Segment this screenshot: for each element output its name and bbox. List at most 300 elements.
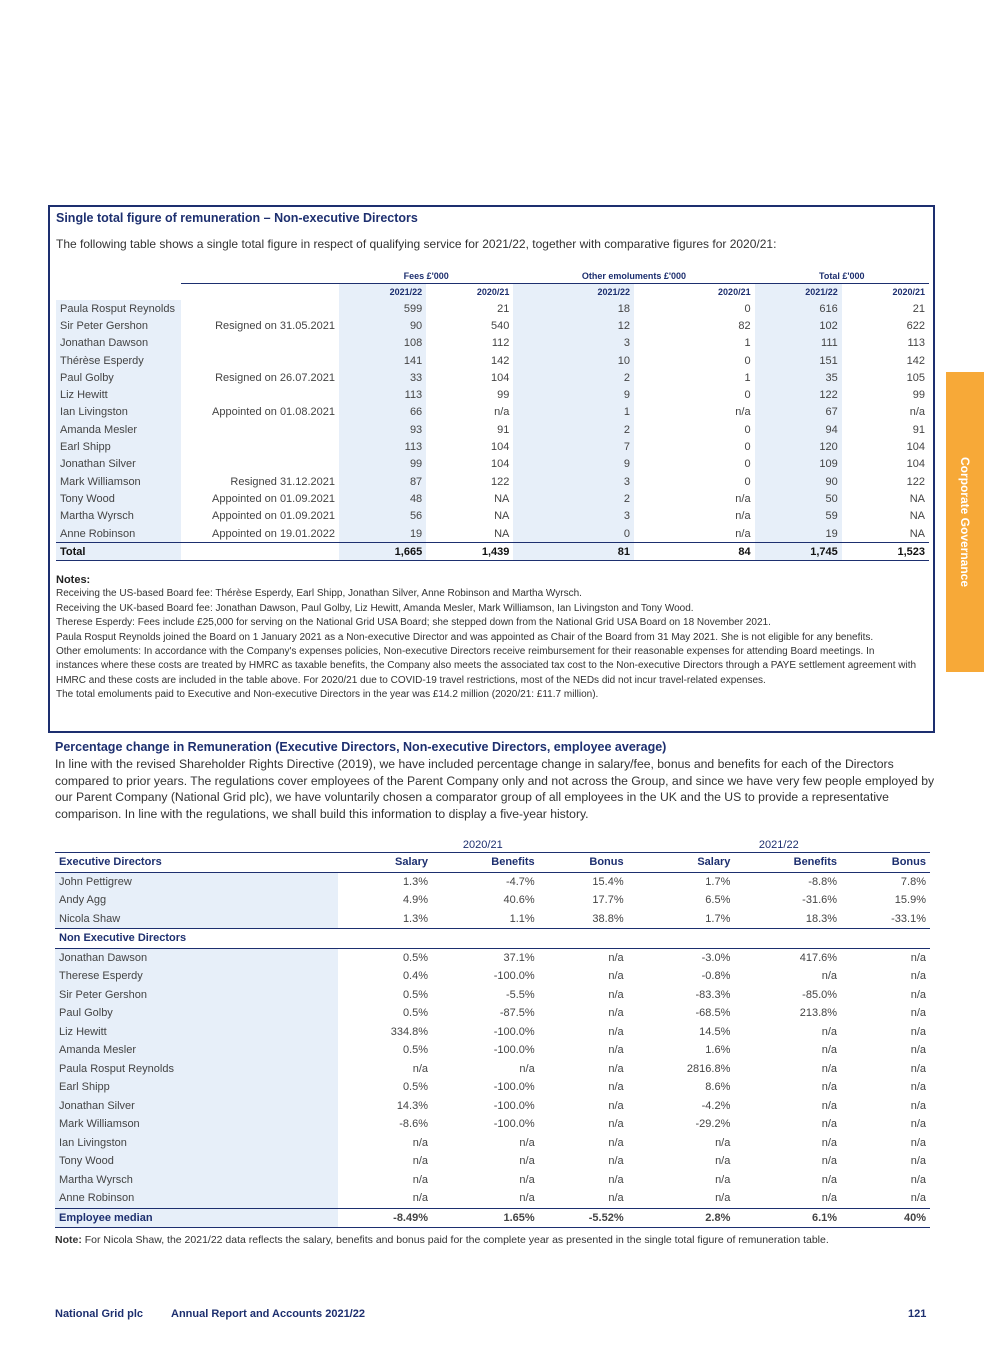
page-number: 121 [908,1308,927,1320]
pct-value: n/a [608,988,624,1001]
cell-value: 94 [755,421,842,438]
service-note: Appointed on 01.08.2021 [212,406,335,419]
pct-value: n/a [608,1099,624,1112]
pct-value: 0.5% [402,951,429,964]
pct-value: 14.5% [699,1025,731,1038]
note-line: Therese Esperdy: Fees include £25,000 for serving on the National Grid USA Board; she stepped down from the National Grid USA Board on 18 November 2021. [56,617,771,629]
pct-value: 1.3% [402,875,429,888]
service-note: Resigned on 31.05.2021 [215,319,335,332]
cell-value: 21 [497,302,510,315]
service-note [181,352,339,369]
cell-value: 7 [513,438,634,455]
pct-value: n/a [910,1081,926,1094]
director-name: Martha Wyrsch [55,1171,338,1190]
employee-median-row [55,1208,930,1228]
cell-value: 540 [491,319,510,332]
director-name: Paul Golby [55,1004,338,1023]
service-note: Appointed on 01.09.2021 [212,492,335,505]
pct-value: n/a [608,1007,624,1020]
cell-value: n/a [909,406,925,419]
year-header: 2020/21 [426,284,513,301]
pct-value: 0.5% [402,1081,429,1094]
director-name: Earl Shipp [56,438,181,455]
cell-value: 102 [755,317,842,334]
cell-value: NA [909,527,925,540]
note-line: Paula Rosput Reynolds joined the Board on 1 January 2021 as a Non-executive Director and was appointed as Chair of the Board from 31 May 2021. She is not eligible for any benefits. [56,631,874,643]
pct-value: -8.8% [808,875,838,888]
note-label: Note: [55,1234,82,1246]
director-row [56,352,929,369]
cell-value: 67 [755,404,842,421]
cell-value: n/a [735,527,751,540]
pct-value: 4.9% [402,894,429,907]
pct-value: 0.5% [402,1044,429,1057]
pct-value: n/a [910,951,926,964]
employee-value: -8.49% [338,1208,432,1228]
director-name: Earl Shipp [55,1078,338,1097]
cell-value: n/a [494,406,510,419]
ned-header-row [55,929,930,949]
pct-value: -0.8% [701,970,731,983]
cell-value: 12 [513,317,634,334]
note-line: Receiving the US-based Board fee: Thérèse Esperdy, Earl Shipp, Jonathan Silver, Anne Robinson and Martha Wyrsch. [56,588,582,600]
year-header: 2020/21 [842,284,929,301]
pct-value: -8.6% [399,1118,429,1131]
group-header: Total £'000 [819,270,865,281]
director-row [55,1041,930,1060]
cell-value: 108 [339,335,426,352]
pct-value: n/a [910,1099,926,1112]
note-text: For Nicola Shaw, the 2021/22 data reflects the salary, benefits and bonus paid for the complete year as presented in the single total figure of remuneration table. [81,1234,829,1246]
pct-value: n/a [715,1155,731,1168]
cell-value: 622 [906,319,925,332]
pct-value: n/a [821,1118,838,1131]
pct-value: n/a [519,1062,535,1075]
pct-value: n/a [910,1062,926,1075]
cell-value: 91 [912,423,925,436]
employee-value: -5.52% [539,1208,628,1228]
note-line: Other emoluments: In accordance with the Company's expenses policies, Non-executive Directors receive reimbursement for their reasonable expenses for attending Board meetings. In instances where these costs are treated by HMRC as taxable benefits, the Company also meets the associated tax cost to the Non-executive Directors through a PAYE settlement agreement with HMRC and these costs are included in the table above. For 2020/21 due to COVID-19 travel restrictions, most of the NEDs did not incur travel-related expenses. [56,646,917,686]
pct-value: -29.2% [695,1118,731,1131]
cell-value: 9 [513,456,634,473]
director-name: Tony Wood [55,1152,338,1171]
service-note [181,300,339,317]
cell-value: 19 [339,525,426,543]
cell-value: NA [909,510,925,523]
director-row [56,335,929,352]
pct-value: n/a [608,951,624,964]
cell-value: 66 [339,404,426,421]
director-name: Sir Peter Gershon [55,986,338,1005]
cell-value: n/a [735,492,751,505]
cell-value: 10 [513,352,634,369]
cell-value: 616 [755,300,842,317]
director-name: Ian Livingston [55,1134,338,1153]
note-line: Receiving the UK-based Board fee: Jonathan Dawson, Paul Golby, Liz Hewitt, Amanda Mesler, Mark Williamson, Ian Livingston and Tony Wood. [56,602,694,614]
pct-value: n/a [412,1136,429,1149]
cell-value: 599 [339,300,426,317]
director-row [56,473,929,490]
column-header: Salary [338,853,432,873]
director-name: Andy Agg [55,891,338,910]
director-row [56,369,929,386]
pct-value: 8.6% [705,1081,731,1094]
period-header: 2020/21 [462,838,503,851]
period-header-row [55,837,930,853]
cell-value: NA [494,527,510,540]
director-row [55,1171,930,1190]
pct-value: n/a [821,1136,838,1149]
cell-value: 18 [513,300,634,317]
pct-value: n/a [821,1173,838,1186]
director-name: Jonathan Dawson [56,335,181,352]
single-total-intro: The following table shows a single total figure in respect of qualifying service for 2021/22, together with comparative figures for 2020/21: [56,237,777,251]
pct-value: n/a [821,1062,838,1075]
pct-value: -33.1% [891,912,926,925]
pct-change-intro: In line with the revised Shareholder Rights Directive (2019), we have included percentage change in salary/fee, bonus and benefits for each of the Directors compared to prior years. The regulations cover employees of the Parent Company only and not across the Group, and since we have very few people employed by our Parent Company (National Grid plc), we have voluntarily chosen a comparator group of all employees in the UK and the US to provide a representative comparison. In line with the regulations, we shall build this information to display a five-year history. [55,757,935,821]
group-header: Fees £'000 [403,270,449,281]
director-row [55,1023,930,1042]
pct-value: -68.5% [695,1007,731,1020]
cell-value: 113 [339,386,426,403]
cell-value: 105 [906,371,925,384]
director-name: Thérèse Esperdy [56,352,181,369]
group-header: Other emoluments £'000 [581,270,687,281]
cell-value: 120 [755,438,842,455]
exec-heading: Executive Directors [55,853,338,873]
column-header: Bonus [539,853,628,873]
cell-value: 87 [339,473,426,490]
director-name: Mark Williamson [56,473,181,490]
director-row [55,1134,930,1153]
pct-value: -31.6% [802,894,838,907]
cell-value: 0 [513,525,634,543]
cell-value: 104 [491,458,510,471]
pct-value: 14.3% [396,1099,429,1112]
column-header: Bonus [841,853,930,873]
cell-value: 59 [755,508,842,525]
pct-value: 37.1% [503,951,535,964]
cell-value: 122 [906,475,925,488]
cell-value: 113 [339,438,426,455]
pct-value: -100.0% [493,1099,535,1112]
pct-value: n/a [608,1025,624,1038]
pct-value: 38.8% [592,912,624,925]
director-name: Nicola Shaw [55,910,338,929]
director-row [56,300,929,317]
pct-value: n/a [412,1062,429,1075]
director-name: Paula Rosput Reynolds [56,300,181,317]
director-row [55,948,930,967]
cell-value: 0 [744,441,751,454]
cell-value: 90 [755,473,842,490]
pct-value: -4.7% [505,875,535,888]
pct-value: n/a [608,1081,624,1094]
director-row [56,490,929,507]
pct-value: -100.0% [493,1044,535,1057]
director-row [56,525,929,543]
director-row [55,910,930,929]
pct-value: n/a [608,1044,624,1057]
cell-value: 142 [491,354,510,367]
total-row [56,543,929,561]
pct-value: n/a [910,1192,926,1205]
employee-median-label: Employee median [55,1208,338,1228]
director-row [56,317,929,334]
director-row [55,967,930,986]
pct-value: 1.7% [705,875,731,888]
total-value: 1,523 [842,543,929,561]
pct-value: n/a [910,1007,926,1020]
director-name: Paula Rosput Reynolds [55,1060,338,1079]
cell-value: NA [909,492,925,505]
pct-value: 2816.8% [686,1062,731,1075]
pct-value: -3.0% [701,951,731,964]
director-row [55,1060,930,1079]
group-header-row [56,268,929,284]
director-row [56,456,929,473]
pct-value: n/a [910,1136,926,1149]
pct-value: n/a [910,1155,926,1168]
director-row [55,1004,930,1023]
pct-value: -100.0% [493,1025,535,1038]
cell-value: 141 [339,352,426,369]
cell-value: 35 [755,369,842,386]
cell-value: 104 [906,458,925,471]
pct-value: 334.8% [390,1025,429,1038]
director-name: Paul Golby [56,369,181,386]
employee-value: 2.8% [628,1208,735,1228]
director-row [55,872,930,891]
pct-value: -100.0% [493,1118,535,1131]
side-tab-label: Corporate Governance [958,456,972,588]
pct-value: n/a [519,1155,535,1168]
director-row [56,438,929,455]
pct-value: n/a [608,1155,624,1168]
pct-value: n/a [910,1044,926,1057]
pct-value: n/a [519,1136,535,1149]
pct-value: 7.8% [900,875,926,888]
cell-value: 93 [339,421,426,438]
cell-value: 21 [912,302,925,315]
pct-value: n/a [910,1025,926,1038]
service-note [181,335,339,352]
director-name: Amanda Mesler [56,421,181,438]
service-note: Resigned 31.12.2021 [230,475,335,488]
footer-company: National Grid plc [55,1308,144,1320]
cell-value: 99 [339,456,426,473]
column-header: Benefits [734,853,841,873]
cell-value: 99 [497,389,510,402]
year-header-row [56,284,929,301]
total-value: 1,745 [755,543,842,561]
period-header: 2021/22 [758,838,799,851]
total-label: Total [56,543,181,561]
notes-block [56,573,918,703]
employee-value: 1.65% [432,1208,539,1228]
cell-value: 50 [755,490,842,507]
pct-value: n/a [715,1173,731,1186]
single-total-title: Single total figure of remuneration – Non-executive Directors [56,211,418,225]
director-name: Jonathan Silver [55,1097,338,1116]
pct-value: n/a [715,1136,731,1149]
cell-value: 122 [755,386,842,403]
cell-value: 1 [744,371,751,384]
pct-value: n/a [608,1136,624,1149]
cell-value: 104 [491,371,510,384]
pct-value: n/a [910,988,926,1001]
pct-value: -5.5% [505,988,535,1001]
pct-value: n/a [608,1062,624,1075]
director-name: Liz Hewitt [55,1023,338,1042]
exec-header-row [55,853,930,873]
column-header: Benefits [432,853,539,873]
director-name: Ian Livingston [56,404,181,421]
pct-change-table [55,837,930,1228]
cell-value: 0 [744,354,751,367]
pct-value: n/a [910,1173,926,1186]
cell-value: 111 [755,335,842,352]
year-header: 2021/22 [755,284,842,301]
cell-value: NA [494,510,510,523]
cell-value: n/a [735,406,751,419]
pct-value: 1.7% [705,912,731,925]
cell-value: 90 [339,317,426,334]
pct-value: 0.5% [402,988,429,1001]
pct-value: -87.5% [499,1007,535,1020]
pct-value: n/a [910,1118,926,1131]
pct-value: n/a [910,970,926,983]
cell-value: 104 [906,441,925,454]
cell-value: 2 [513,421,634,438]
employee-value: 40% [841,1208,930,1228]
cell-value: 48 [339,490,426,507]
pct-value: 1.6% [705,1044,731,1057]
single-total-table [56,268,929,561]
ned-heading: Non Executive Directors [55,929,338,949]
director-name: Anne Robinson [56,525,181,543]
cell-value: 122 [491,475,510,488]
cell-value: n/a [735,510,751,523]
director-row [55,1189,930,1208]
pct-value: 6.5% [705,894,731,907]
service-note: Appointed on 19.01.2022 [212,527,335,540]
pct-value: 1.1% [509,912,535,925]
director-row [55,986,930,1005]
pct-value: n/a [715,1192,731,1205]
cell-value: 112 [491,337,510,350]
pct-value: 40.6% [503,894,535,907]
cell-value: 3 [513,508,634,525]
service-note: Appointed on 01.09.2021 [212,510,335,523]
director-name: Sir Peter Gershon [56,317,181,334]
pct-value: n/a [608,970,624,983]
cell-value: 0 [744,302,751,315]
pct-value: n/a [608,1118,624,1131]
cell-value: 1 [513,404,634,421]
cell-value: 82 [738,319,751,332]
pct-value: n/a [821,1155,838,1168]
section-side-tab[interactable] [946,372,984,672]
service-note [181,421,339,438]
cell-value: NA [494,492,510,505]
service-note [181,456,339,473]
pct-value: n/a [519,1192,535,1205]
cell-value: 151 [755,352,842,369]
year-header: 2021/22 [513,284,634,301]
pct-value: -100.0% [493,970,535,983]
pct-value: n/a [412,1192,429,1205]
pct-value: -100.0% [493,1081,535,1094]
pct-value: 0.4% [402,970,429,983]
cell-value: 0 [744,475,751,488]
total-value: 84 [634,543,755,561]
pct-value: 18.3% [805,912,838,925]
pct-value: -85.0% [802,988,838,1001]
cell-value: 91 [497,423,510,436]
pct-value: n/a [821,970,838,983]
year-header: 2021/22 [339,284,426,301]
footer-report: Annual Report and Accounts 2021/22 [171,1308,365,1320]
pct-value: -4.2% [701,1099,731,1112]
service-note [181,386,339,403]
director-row [55,891,930,910]
pct-value: n/a [821,1099,838,1112]
pct-value: 1.3% [402,912,429,925]
pct-value: n/a [519,1173,535,1186]
pct-value: n/a [608,1173,624,1186]
director-row [56,404,929,421]
pct-value: n/a [608,1192,624,1205]
director-row [55,1152,930,1171]
cell-value: 113 [907,337,925,350]
cell-value: 0 [744,423,751,436]
cell-value: 33 [339,369,426,386]
director-name: Therese Esperdy [55,967,338,986]
pct-value: 17.7% [592,894,624,907]
cell-value: 0 [744,458,751,471]
pct-value: n/a [821,1044,838,1057]
pct-value: n/a [412,1155,429,1168]
director-row [55,1115,930,1134]
pct-value: n/a [821,1192,838,1205]
pct-value: 0.5% [402,1007,429,1020]
cell-value: 56 [339,508,426,525]
director-name: Liz Hewitt [56,386,181,403]
cell-value: 2 [513,369,634,386]
director-name: John Pettigrew [55,872,338,891]
pct-value: n/a [821,1081,838,1094]
pct-value: 15.4% [592,875,624,888]
cell-value: 104 [491,441,510,454]
pct-change-note [55,1234,829,1246]
pct-value: 15.9% [894,894,926,907]
director-row [56,508,929,525]
year-header: 2020/21 [634,284,755,301]
cell-value: 19 [755,525,842,543]
director-row [56,421,929,438]
note-line: The total emoluments paid to Executive and Non-executive Directors in the year was £14.2 million (2020/21: £11.7 million). [56,689,599,701]
director-name: Anne Robinson [55,1189,338,1208]
total-value: 1,665 [339,543,426,561]
pct-value: n/a [412,1173,429,1186]
total-value: 1,439 [426,543,513,561]
director-name: Jonathan Silver [56,456,181,473]
cell-value: 142 [906,354,925,367]
director-name: Jonathan Dawson [55,948,338,967]
cell-value: 0 [744,389,751,402]
director-row [55,1078,930,1097]
